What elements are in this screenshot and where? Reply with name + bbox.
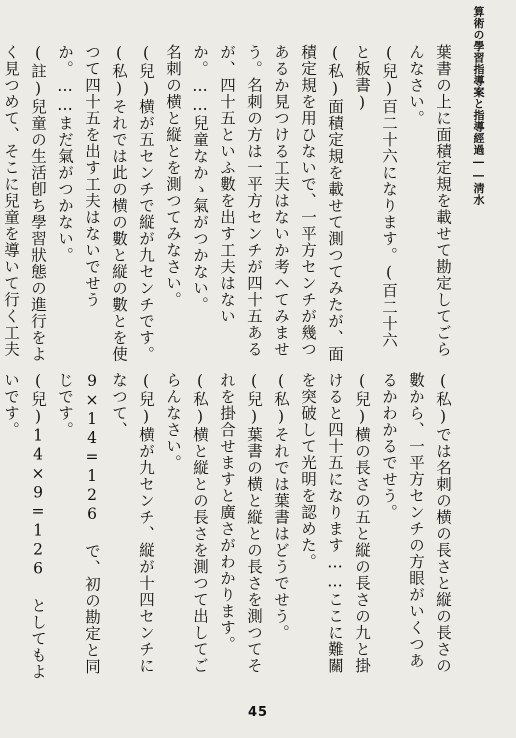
paragraph: (兒)葉書の横と縦との長さを測つてそれを掛合せますと廣さがわかります。 [218, 372, 263, 674]
paragraph: (兒)横の長さの五と縦の長さの九と掛けると四十五になります……ここに難關を突破して光明を認めた。 [299, 372, 371, 674]
paragraph: (私)面積定規を載せて測つてみたが、面積定規を用ひないで、一平方センチが幾つあるか見つける工夫はないか考へてみませう。名刺の方は一平方センチが四十五あるが、四十五といふ數を出す工夫はないか。……兒童なかゝ氣がつかない。 [191, 44, 344, 363]
paragraph: (兒)14×9=126 としてもよいです。 [2, 372, 47, 680]
upper-text-block [2, 44, 456, 364]
paragraph: 名刺の横と縦とを測つてみなさい。 [164, 44, 182, 308]
running-header: 算術の學習指導案と指導經過――淸水 [472, 6, 485, 206]
paragraph: (私)それでは此の横の數と縦の數とを使つて四十五を出す工夫はないでせうか。……まだ氣がつかない。 [56, 44, 128, 363]
paragraph: (私)では名刺の横の長さと縦の長さの數から、一平方センチの方眼がいくつあるかわかるでせう。 [380, 372, 452, 674]
paragraph: 葉書の上に面積定規を載せて勘定してごらんなさい。 [407, 44, 452, 358]
page-number: 45 [247, 705, 269, 720]
body-text [2, 44, 456, 684]
paragraph: (私)それでは葉書はどうでせう。 [272, 372, 290, 641]
paragraph: (兒)横が五センチで縦が九センチです。 [137, 44, 155, 363]
paragraph: (兒)百二十六になります。(百二十六と板書) [353, 44, 398, 349]
paragraph: (註)兒童の生活卽ち學習狀態の進行をよく見つめて、そこに兒童を導いて行く工夫 [2, 44, 47, 363]
paragraph: (私)横と縦との長さを測つて出してごらんなさい。 [164, 372, 209, 674]
paragraph: (兒)横が九センチ、縦が十四センチになつて、 [110, 372, 155, 674]
paragraph: 9×14=126 で、初の勘定と同じです。 [56, 372, 101, 675]
lower-text-block [2, 372, 456, 684]
